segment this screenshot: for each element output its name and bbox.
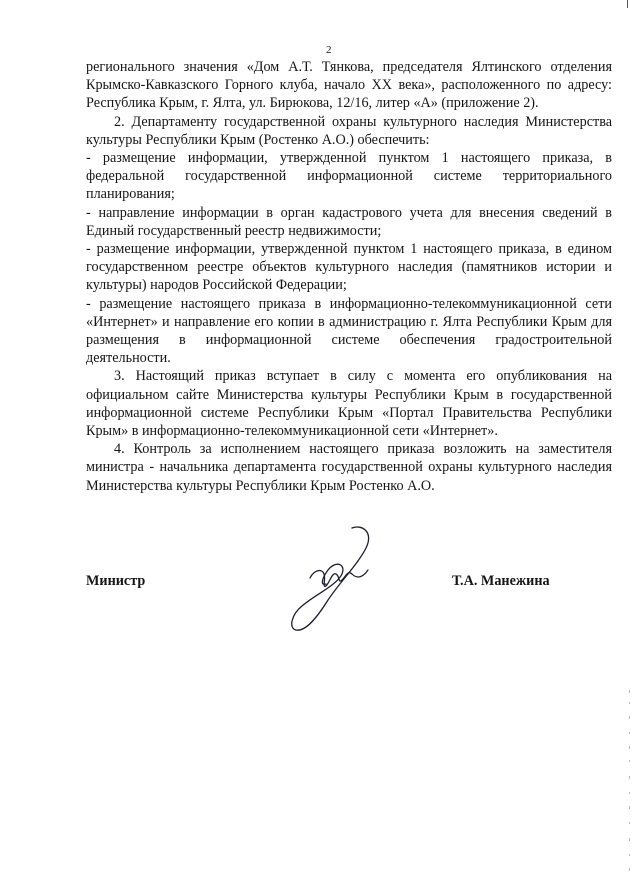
paragraph-item-2: 2. Департаменту государственной охраны культурного наследия Министерства культуры Республики Крым (Ростенко А.О.) обеспечить: [86,113,612,148]
paragraph-item-2-bullet-4: - размещение настоящего приказа в информационно-телекоммуникационной сети «Интернет» и направление его копии в администрацию г. Ялта Республики Крым для размещения в информационной системе обеспечения градостроительной деятельности. [86,295,612,367]
paragraph-item-3: 3. Настоящий приказ вступает в силу с момента его опубликования на официальном сайте Министерства культуры Республики Крым в государственной информационной системе Республики Крым «Портал Правительства Республики Крым» в информационно-телекоммуникационной сети «Интернет». [86,368,612,440]
signer-title: Министр [86,573,146,589]
scan-margin-dots [628,688,632,878]
document-body [86,58,612,495]
page-number: 2 [326,44,332,56]
signer-name: Т.А. Манежина [452,573,550,589]
paragraph-item-2-bullet-2: - направление информации в орган кадастрового учета для внесения сведений в Единый государственный реестр недвижимости; [86,204,612,239]
paragraph-item-4: 4. Контроль за исполнением настоящего приказа возложить на заместителя министра - начальника департамента государственной охраны культурного наследия Министерства культуры Республики Крым Ростенко А.О. [86,441,612,494]
scan-edge-mark [627,0,628,8]
paragraph-object-address: регионального значения «Дом А.Т. Тянкова, председателя Ялтинского отделения Крымско-Кавказского Горного клуба, начало XX века», расположенного по адресу: Республика Крым, г. Ялта, ул. Бирюкова, 12/16, литер «А» (приложение 2). [86,59,612,112]
signature-block [86,573,612,593]
paragraph-item-2-bullet-1: - размещение информации, утвержденной пунктом 1 настоящего приказа, в федеральной государственной информационной системе территориального планирования; [86,150,612,203]
paragraph-item-2-bullet-3: - размещение информации, утвержденной пунктом 1 настоящего приказа, в едином государственном реестре объектов культурного наследия (памятников истории и культуры) народов Российской Федерации; [86,241,612,294]
